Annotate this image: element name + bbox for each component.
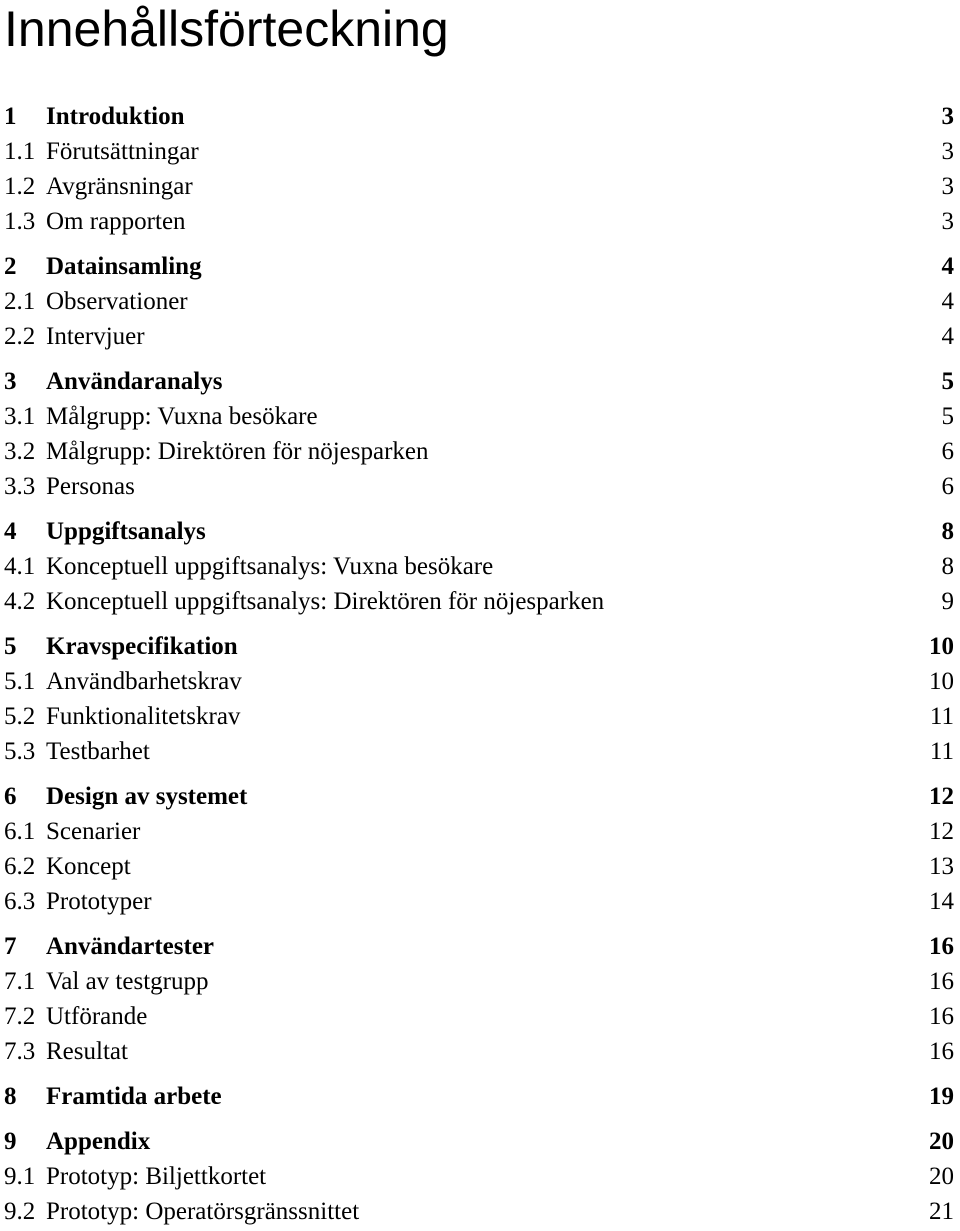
- toc-subsection-entry[interactable]: [4, 702, 954, 732]
- toc-entry-title: Konceptuell uppgiftsanalys: Direktören för nöjesparken: [46, 588, 605, 615]
- toc-entry-page: 16: [929, 1038, 954, 1065]
- toc-entry-title: Prototyp: Biljettkortet: [46, 1163, 267, 1190]
- toc-subsection-entry[interactable]: [4, 852, 954, 882]
- toc-entry-number: 4.1: [4, 553, 36, 580]
- toc-entry-number: 8: [4, 1083, 17, 1110]
- toc-entry-number: 2.1: [4, 288, 36, 315]
- toc-section-entry[interactable]: [4, 1127, 954, 1157]
- toc-subsection-entry[interactable]: [4, 817, 954, 847]
- toc-entry-number: 6.3: [4, 888, 36, 915]
- toc-entry-title: Prototyp: Operatörsgränssnittet: [46, 1198, 360, 1225]
- toc-section-entry[interactable]: [4, 782, 954, 812]
- toc-entry-page: 5: [941, 403, 954, 430]
- toc-entry-title: Utförande: [46, 1003, 148, 1030]
- toc-subsection-entry[interactable]: [4, 172, 954, 202]
- toc-entry-page: 3: [941, 208, 954, 235]
- toc-entry-number: 5.1: [4, 668, 36, 695]
- toc-subsection-entry[interactable]: [4, 587, 954, 617]
- toc-entry-title: Användbarhetskrav: [46, 668, 242, 695]
- toc-subsection-entry[interactable]: [4, 1197, 954, 1227]
- toc-entry-number: 5.3: [4, 738, 36, 765]
- toc-subsection-entry[interactable]: [4, 737, 954, 767]
- toc-entry-number: 5.2: [4, 703, 36, 730]
- toc-entry-title: Prototyper: [46, 888, 152, 915]
- toc-entry-page: 4: [941, 323, 954, 350]
- toc-entry-page: 11: [929, 738, 954, 765]
- toc-entry-page: 20: [929, 1163, 954, 1190]
- toc-entry-page: 16: [929, 968, 954, 995]
- toc-entry-title: Konceptuell uppgiftsanalys: Vuxna besökare: [46, 553, 494, 580]
- toc-entry-page: 5: [941, 368, 954, 395]
- toc-entry-title: Om rapporten: [46, 208, 186, 235]
- toc-subsection-entry[interactable]: [4, 322, 954, 352]
- toc-entry-number: 4: [4, 518, 17, 545]
- toc-entry-title: Introduktion: [46, 103, 185, 130]
- toc-subsection-entry[interactable]: [4, 667, 954, 697]
- toc-section-entry[interactable]: [4, 517, 954, 547]
- toc-subsection-entry[interactable]: [4, 402, 954, 432]
- toc-entry-title: Uppgiftsanalys: [46, 518, 206, 545]
- toc-entry-page: 4: [941, 253, 954, 280]
- toc-entry-page: 19: [929, 1083, 954, 1110]
- toc-subsection-entry[interactable]: [4, 207, 954, 237]
- toc-entry-page: 12: [929, 818, 954, 845]
- toc-entry-number: 9.1: [4, 1163, 36, 1190]
- toc-entry-title: Användaranalys: [46, 368, 223, 395]
- toc-entry-title: Funktionalitetskrav: [46, 703, 241, 730]
- toc-entry-title: Appendix: [46, 1128, 151, 1155]
- toc-section-entry[interactable]: [4, 102, 954, 132]
- toc-section-entry[interactable]: [4, 632, 954, 662]
- toc-entry-page: 16: [929, 1003, 954, 1030]
- page-title: Innehållsförteckning: [4, 1, 449, 57]
- toc-entry-number: 9: [4, 1128, 17, 1155]
- toc-entry-page: 16: [929, 933, 954, 960]
- toc-subsection-entry[interactable]: [4, 1002, 954, 1032]
- toc-entry-page: 3: [941, 103, 954, 130]
- toc-entry-page: 4: [941, 288, 954, 315]
- toc-subsection-entry[interactable]: [4, 437, 954, 467]
- toc-section-entry[interactable]: [4, 367, 954, 397]
- toc-entry-page: 6: [941, 473, 954, 500]
- toc-entry-page: 10: [929, 668, 954, 695]
- toc-section-entry[interactable]: [4, 1082, 954, 1112]
- toc-entry-title: Testbarhet: [46, 738, 150, 765]
- toc-entry-number: 9.2: [4, 1198, 36, 1225]
- toc-entry-number: 1.3: [4, 208, 36, 235]
- toc-entry-title: Framtida arbete: [46, 1083, 222, 1110]
- toc-entry-title: Personas: [46, 473, 135, 500]
- toc-subsection-entry[interactable]: [4, 1162, 954, 1192]
- toc-entry-page: 20: [929, 1128, 954, 1155]
- toc-entry-page: 3: [941, 138, 954, 165]
- toc-entry-title: Resultat: [46, 1038, 128, 1065]
- toc-entry-title: Observationer: [46, 288, 188, 315]
- toc-entry-title: Kravspecifikation: [46, 633, 238, 660]
- toc-subsection-entry[interactable]: [4, 137, 954, 167]
- toc-entry-title: Intervjuer: [46, 323, 145, 350]
- toc-entry-title: Scenarier: [46, 818, 141, 845]
- toc-subsection-entry[interactable]: [4, 887, 954, 917]
- toc-entry-title: Val av testgrupp: [46, 968, 209, 995]
- toc-entry-number: 1.1: [4, 138, 36, 165]
- toc-entry-number: 3.1: [4, 403, 36, 430]
- toc-subsection-entry[interactable]: [4, 967, 954, 997]
- toc-entry-page: 11: [929, 703, 954, 730]
- toc-entry-page: 12: [929, 783, 954, 810]
- toc-subsection-entry[interactable]: [4, 552, 954, 582]
- toc-entry-number: 2: [4, 253, 17, 280]
- toc-entry-page: 9: [941, 588, 954, 615]
- toc-entry-title: Användartester: [46, 933, 215, 960]
- toc-entry-page: 8: [941, 553, 954, 580]
- toc-entry-page: 6: [941, 438, 954, 465]
- toc-entry-number: 6.1: [4, 818, 36, 845]
- toc-entry-page: 21: [929, 1198, 954, 1225]
- toc-subsection-entry[interactable]: [4, 472, 954, 502]
- toc-entry-number: 1.2: [4, 173, 36, 200]
- toc-section-entry[interactable]: [4, 932, 954, 962]
- toc-entry-page: 3: [941, 173, 954, 200]
- toc-entry-number: 2.2: [4, 323, 36, 350]
- toc-entry-title: Design av systemet: [46, 783, 248, 810]
- toc-section-entry[interactable]: [4, 252, 954, 282]
- toc-entry-page: 13: [929, 853, 954, 880]
- toc-entry-page: 8: [941, 518, 954, 545]
- toc-subsection-entry[interactable]: [4, 287, 954, 317]
- toc-entry-number: 6.2: [4, 853, 36, 880]
- toc-entry-title: Målgrupp: Vuxna besökare: [46, 403, 318, 430]
- toc-entry-number: 3.2: [4, 438, 36, 465]
- toc-entry-page: 14: [929, 888, 954, 915]
- toc-entry-number: 7.1: [4, 968, 36, 995]
- toc-entry-number: 3: [4, 368, 17, 395]
- toc-entry-number: 3.3: [4, 473, 36, 500]
- toc-entry-title: Förutsättningar: [46, 138, 199, 165]
- toc-entry-page: 10: [929, 633, 954, 660]
- toc-entry-number: 5: [4, 633, 17, 660]
- toc-subsection-entry[interactable]: [4, 1037, 954, 1067]
- toc-entry-number: 4.2: [4, 588, 36, 615]
- toc-entry-number: 7.3: [4, 1038, 36, 1065]
- toc-entry-title: Koncept: [46, 853, 131, 880]
- toc-entry-title: Avgränsningar: [46, 173, 193, 200]
- toc-entry-number: 7: [4, 933, 17, 960]
- toc-entry-number: 7.2: [4, 1003, 36, 1030]
- toc-entry-title: Målgrupp: Direktören för nöjesparken: [46, 438, 429, 465]
- toc-entry-title: Datainsamling: [46, 253, 202, 280]
- toc-entry-number: 6: [4, 783, 17, 810]
- toc-entry-number: 1: [4, 103, 17, 130]
